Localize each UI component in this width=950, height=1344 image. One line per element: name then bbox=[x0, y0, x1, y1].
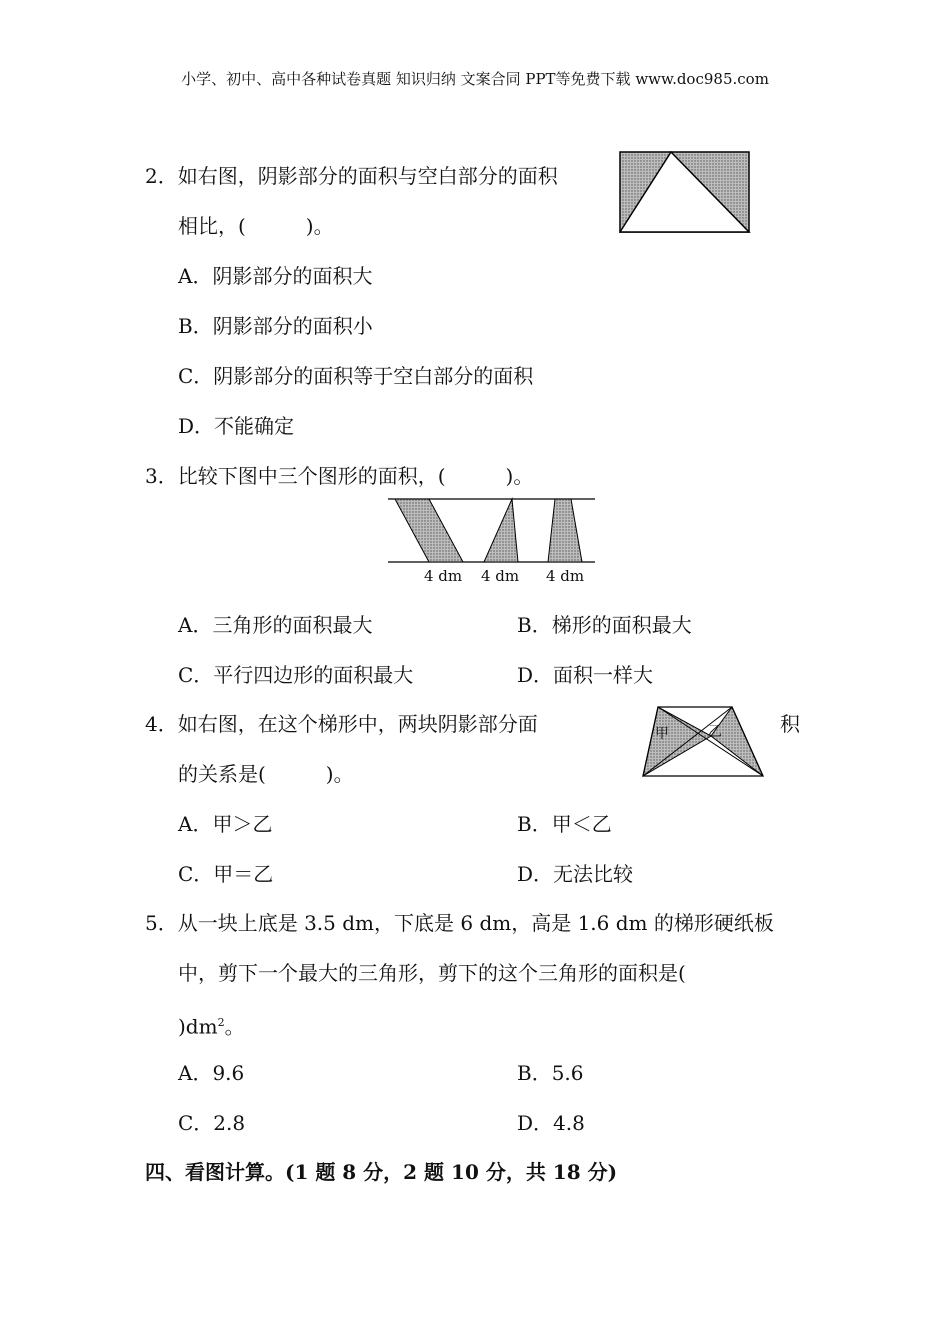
q4-option-b[interactable]: B．甲＜乙 bbox=[517, 812, 612, 836]
q4-label-yi: 乙 bbox=[708, 724, 722, 740]
q5-option-c[interactable]: C．2.8 bbox=[178, 1111, 246, 1135]
q3-option-c[interactable]: C．平行四边形的面积最大 bbox=[178, 663, 414, 687]
q3-option-d[interactable]: D．面积一样大 bbox=[517, 663, 654, 687]
q4-option-c[interactable]: C．甲＝乙 bbox=[178, 862, 274, 886]
q4-option-d[interactable]: D．无法比较 bbox=[517, 862, 634, 886]
q4-label-jia: 甲 bbox=[655, 726, 669, 742]
q3-trapezoid bbox=[548, 499, 582, 562]
q2-option-b[interactable]: B．阴影部分的面积小 bbox=[178, 314, 373, 338]
q2-figure-rectangle-triangle bbox=[619, 151, 751, 234]
q4-stem-line1: 4．如右图，在这个梯形中，两块阴影部分面 bbox=[145, 712, 538, 736]
q5-stem-line3 bbox=[178, 1011, 245, 1039]
q2-option-a[interactable]: A．阴影部分的面积大 bbox=[178, 264, 373, 288]
q5-unit-exponent: 2 bbox=[217, 1016, 225, 1029]
page-header: 小学、初中、高中各种试卷真题 知识归纳 文案合同 PPT等免费下载 www.doc985.com bbox=[181, 70, 769, 88]
q3-stem: 3．比较下图中三个图形的面积，( )。 bbox=[145, 464, 534, 488]
q2-option-c[interactable]: C．阴影部分的面积等于空白部分的面积 bbox=[178, 364, 534, 388]
q5-option-d[interactable]: D．4.8 bbox=[517, 1111, 585, 1135]
q3-label-3: 4 dm bbox=[546, 567, 585, 585]
q4-option-a[interactable]: A．甲＞乙 bbox=[178, 812, 273, 836]
q3-parallelogram bbox=[395, 499, 463, 562]
q3-figure-three-shapes bbox=[388, 496, 598, 566]
q4-stem-line1-end: 积 bbox=[780, 712, 800, 736]
q2-stem-line2: 相比，( )。 bbox=[178, 214, 334, 238]
q3-triangle bbox=[484, 499, 518, 562]
q2-stem-line1: 2．如右图，阴影部分的面积与空白部分的面积 bbox=[145, 164, 558, 188]
q5-option-b[interactable]: B．5.6 bbox=[517, 1061, 584, 1085]
q4-stem-line2: 的关系是( )。 bbox=[178, 762, 354, 786]
q3-label-2: 4 dm bbox=[481, 567, 520, 585]
section-4-heading: 四、看图计算。(1 题 8 分，2 题 10 分，共 18 分) bbox=[145, 1160, 618, 1184]
q4-shaded-jia bbox=[643, 707, 711, 776]
q5-stem-line2: 中，剪下一个最大的三角形，剪下的这个三角形的面积是( bbox=[178, 961, 686, 985]
q3-option-a[interactable]: A．三角形的面积最大 bbox=[178, 613, 373, 637]
q3-label-1: 4 dm bbox=[424, 567, 463, 585]
q5-option-a[interactable]: A．9.6 bbox=[178, 1061, 245, 1085]
q5-unit: )dm bbox=[178, 1014, 218, 1039]
q5-end-punct: 。 bbox=[224, 1014, 245, 1039]
q2-option-d[interactable]: D．不能确定 bbox=[178, 414, 295, 438]
q3-option-b[interactable]: B．梯形的面积最大 bbox=[517, 613, 692, 637]
q5-stem-line1: 5．从一块上底是 3.5 dm，下底是 6 dm，高是 1.6 dm 的梯形硬纸板 bbox=[145, 911, 774, 935]
